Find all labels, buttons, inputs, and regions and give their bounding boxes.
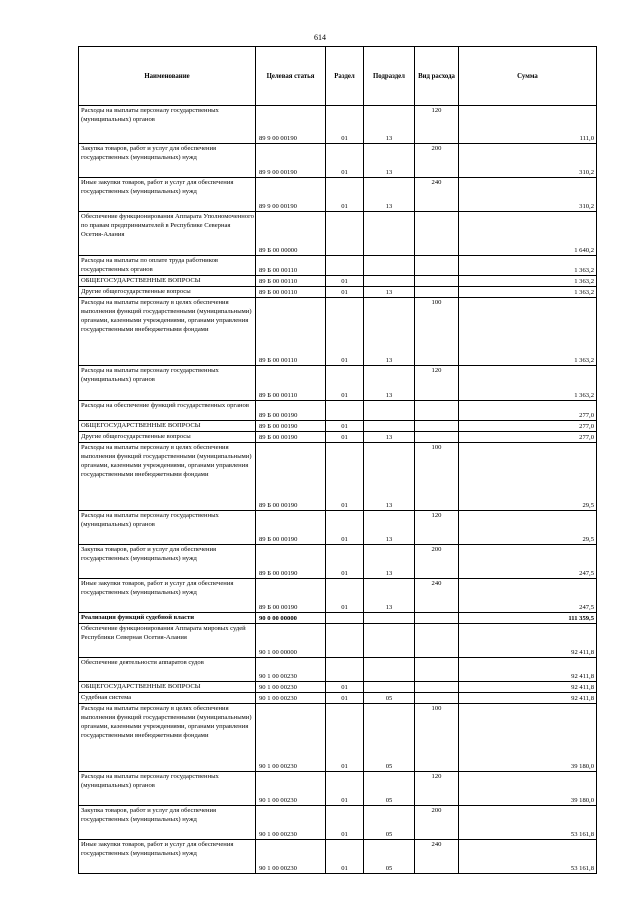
row-target-article: 89 Б 00 00190: [256, 545, 326, 579]
row-section: 01: [326, 579, 364, 613]
row-target-article: 90 1 00 00230: [256, 682, 326, 693]
row-target-article: 90 1 00 00230: [256, 772, 326, 806]
row-subsection: [364, 276, 415, 287]
row-amount: 1 363,2: [459, 276, 597, 287]
row-target-article: 89 Б 00 00190: [256, 421, 326, 432]
row-amount: 53 161,8: [459, 806, 597, 840]
row-subsection: 13: [364, 511, 415, 545]
row-target-article: 90 1 00 00000: [256, 624, 326, 658]
row-name: Расходы на выплаты персоналу государственных (муниципальных) органов: [79, 511, 256, 545]
row-expense-type: 240: [415, 579, 459, 613]
row-expense-type: [415, 432, 459, 443]
row-expense-type: 100: [415, 704, 459, 772]
row-section: [326, 256, 364, 276]
header-subsection: Подраздел: [364, 47, 415, 106]
row-expense-type: [415, 401, 459, 421]
row-expense-type: 100: [415, 443, 459, 511]
row-expense-type: [415, 658, 459, 682]
row-expense-type: 200: [415, 144, 459, 178]
header-amount: Сумма: [459, 47, 597, 106]
row-target-article: 89 9 00 00190: [256, 106, 326, 144]
row-target-article: 89 Б 00 00110: [256, 276, 326, 287]
row-expense-type: 240: [415, 840, 459, 874]
row-subsection: [364, 658, 415, 682]
row-subsection: [364, 613, 415, 624]
table-row: [79, 212, 597, 256]
row-section: 01: [326, 144, 364, 178]
row-subsection: 05: [364, 704, 415, 772]
row-name: Другие общегосударственные вопросы: [79, 287, 256, 298]
row-section: [326, 212, 364, 256]
table-row: [79, 704, 597, 772]
row-section: 01: [326, 511, 364, 545]
table-row: [79, 421, 597, 432]
row-subsection: 13: [364, 298, 415, 366]
row-section: 01: [326, 276, 364, 287]
row-amount: 39 180,0: [459, 772, 597, 806]
row-section: 01: [326, 106, 364, 144]
row-section: 01: [326, 545, 364, 579]
row-name: Закупка товаров, работ и услуг для обеспечения государственных (муниципальных) нужд: [79, 806, 256, 840]
row-subsection: 13: [364, 287, 415, 298]
row-target-article: 89 Б 00 00190: [256, 579, 326, 613]
row-expense-type: [415, 212, 459, 256]
row-expense-type: [415, 613, 459, 624]
row-section: 01: [326, 287, 364, 298]
row-amount: 247,5: [459, 579, 597, 613]
row-expense-type: 120: [415, 511, 459, 545]
row-section: 01: [326, 366, 364, 401]
row-expense-type: [415, 421, 459, 432]
row-name: Обеспечение функционирования Аппарата мировых судей Республики Северная Осетия-Алания: [79, 624, 256, 658]
row-section: 01: [326, 682, 364, 693]
row-subsection: 13: [364, 579, 415, 613]
row-target-article: 90 1 00 00230: [256, 704, 326, 772]
page-number: 614: [314, 33, 326, 42]
row-section: 01: [326, 298, 364, 366]
table-row: [79, 443, 597, 511]
row-amount: 39 180,0: [459, 704, 597, 772]
row-target-article: 89 Б 00 00190: [256, 401, 326, 421]
row-amount: 111,0: [459, 106, 597, 144]
row-section: 01: [326, 421, 364, 432]
row-amount: 277,0: [459, 421, 597, 432]
table-row: [79, 287, 597, 298]
row-target-article: 89 Б 00 00190: [256, 443, 326, 511]
row-section: 01: [326, 840, 364, 874]
row-expense-type: 100: [415, 298, 459, 366]
row-name: Расходы на выплаты персоналу государственных (муниципальных) органов: [79, 772, 256, 806]
row-name: ОБЩЕГОСУДАРСТВЕННЫЕ ВОПРОСЫ: [79, 276, 256, 287]
row-expense-type: 200: [415, 806, 459, 840]
row-target-article: 89 9 00 00190: [256, 178, 326, 212]
row-amount: 310,2: [459, 178, 597, 212]
row-target-article: 89 Б 00 00110: [256, 256, 326, 276]
row-subsection: 05: [364, 806, 415, 840]
header-section: Раздел: [326, 47, 364, 106]
row-expense-type: [415, 682, 459, 693]
table-row: [79, 106, 597, 144]
row-section: 01: [326, 772, 364, 806]
row-target-article: 89 Б 00 00190: [256, 432, 326, 443]
table-row: [79, 144, 597, 178]
row-amount: 1 363,2: [459, 256, 597, 276]
row-expense-type: [415, 624, 459, 658]
table-header-row: [79, 47, 597, 106]
table-row: [79, 613, 597, 624]
row-target-article: 89 Б 00 00110: [256, 366, 326, 401]
table-row: [79, 624, 597, 658]
budget-table: [78, 46, 597, 874]
row-subsection: 05: [364, 693, 415, 704]
row-name: Расходы на выплаты по оплате труда работников государственных органов: [79, 256, 256, 276]
row-target-article: 89 Б 00 00000: [256, 212, 326, 256]
row-amount: 92 411,8: [459, 658, 597, 682]
table-row: [79, 682, 597, 693]
row-name: ОБЩЕГОСУДАРСТВЕННЫЕ ВОПРОСЫ: [79, 682, 256, 693]
table-row: [79, 432, 597, 443]
row-expense-type: [415, 256, 459, 276]
row-section: 01: [326, 178, 364, 212]
row-name: ОБЩЕГОСУДАРСТВЕННЫЕ ВОПРОСЫ: [79, 421, 256, 432]
row-subsection: [364, 682, 415, 693]
row-name: Иные закупки товаров, работ и услуг для обеспечения государственных (муниципальных) нужд: [79, 178, 256, 212]
row-section: [326, 401, 364, 421]
row-name: Закупка товаров, работ и услуг для обеспечения государственных (муниципальных) нужд: [79, 144, 256, 178]
header-target-article: Целевая статья: [256, 47, 326, 106]
table-body: [79, 106, 597, 874]
row-name: Расходы на обеспечение функций государственных органов: [79, 401, 256, 421]
row-target-article: 90 0 00 00000: [256, 613, 326, 624]
row-amount: 92 411,8: [459, 682, 597, 693]
row-expense-type: 200: [415, 545, 459, 579]
table-row: [79, 658, 597, 682]
row-amount: 310,2: [459, 144, 597, 178]
row-amount: 1 363,2: [459, 287, 597, 298]
row-amount: 92 411,8: [459, 624, 597, 658]
row-name: Иные закупки товаров, работ и услуг для обеспечения государственных (муниципальных) нужд: [79, 840, 256, 874]
row-expense-type: 120: [415, 366, 459, 401]
row-subsection: 13: [364, 144, 415, 178]
row-subsection: 13: [364, 366, 415, 401]
row-name: Расходы на выплаты персоналу государственных (муниципальных) органов: [79, 366, 256, 401]
header-expense-type: Вид расхода: [415, 47, 459, 106]
row-name: Судебная система: [79, 693, 256, 704]
row-subsection: [364, 256, 415, 276]
row-subsection: 13: [364, 178, 415, 212]
row-amount: 111 359,5: [459, 613, 597, 624]
row-name: Реализация функций судебной власти: [79, 613, 256, 624]
row-target-article: 90 1 00 00230: [256, 806, 326, 840]
row-section: 01: [326, 806, 364, 840]
row-section: [326, 613, 364, 624]
table-row: [79, 511, 597, 545]
row-section: [326, 658, 364, 682]
row-amount: 29,5: [459, 443, 597, 511]
row-amount: 1 640,2: [459, 212, 597, 256]
row-subsection: [364, 421, 415, 432]
row-expense-type: [415, 693, 459, 704]
table-row: [79, 579, 597, 613]
row-expense-type: 240: [415, 178, 459, 212]
row-amount: 247,5: [459, 545, 597, 579]
row-amount: 53 161,8: [459, 840, 597, 874]
row-name: Расходы на выплаты персоналу в целях обеспечения выполнения функций государственными (муниципальными) органами, казенными учреждениями, органами управления государственными внебюджетными фондами: [79, 443, 256, 511]
row-name: Другие общегосударственные вопросы: [79, 432, 256, 443]
row-expense-type: [415, 276, 459, 287]
row-amount: 29,5: [459, 511, 597, 545]
row-name: Иные закупки товаров, работ и услуг для обеспечения государственных (муниципальных) нужд: [79, 579, 256, 613]
row-name: Закупка товаров, работ и услуг для обеспечения государственных (муниципальных) нужд: [79, 545, 256, 579]
row-expense-type: 120: [415, 106, 459, 144]
row-target-article: 89 Б 00 00190: [256, 511, 326, 545]
table-row: [79, 840, 597, 874]
row-name: Расходы на выплаты персоналу в целях обеспечения выполнения функций государственными (муниципальными) органами, казенными учреждениями, органами управления государственными внебюджетными фондами: [79, 298, 256, 366]
table-row: [79, 276, 597, 287]
row-section: 01: [326, 443, 364, 511]
row-target-article: 90 1 00 00230: [256, 693, 326, 704]
row-target-article: 89 Б 00 00110: [256, 298, 326, 366]
table-row: [79, 401, 597, 421]
row-amount: 277,0: [459, 432, 597, 443]
row-name: Обеспечение функционирования Аппарата Уполномоченного по правам предпринимателей в Республике Северная Осетия-Алания: [79, 212, 256, 256]
row-section: 01: [326, 704, 364, 772]
row-name: Расходы на выплаты персоналу государственных (муниципальных) органов: [79, 106, 256, 144]
row-name: Расходы на выплаты персоналу в целях обеспечения выполнения функций государственными (муниципальными) органами, казенными учреждениями, органами управления государственными внебюджетными фондами: [79, 704, 256, 772]
row-expense-type: 120: [415, 772, 459, 806]
row-subsection: 13: [364, 432, 415, 443]
row-subsection: [364, 624, 415, 658]
row-subsection: [364, 212, 415, 256]
row-amount: 1 363,2: [459, 366, 597, 401]
row-amount: 1 363,2: [459, 298, 597, 366]
row-name: Обеспечение деятельности аппаратов судов: [79, 658, 256, 682]
row-subsection: 13: [364, 106, 415, 144]
row-subsection: [364, 401, 415, 421]
row-subsection: 13: [364, 443, 415, 511]
table-row: [79, 256, 597, 276]
row-target-article: 89 Б 00 00110: [256, 287, 326, 298]
table-row: [79, 298, 597, 366]
row-section: 01: [326, 432, 364, 443]
row-amount: 277,0: [459, 401, 597, 421]
row-subsection: 05: [364, 772, 415, 806]
row-subsection: 05: [364, 840, 415, 874]
header-name: Наименование: [79, 47, 256, 106]
row-target-article: 90 1 00 00230: [256, 658, 326, 682]
row-subsection: 13: [364, 545, 415, 579]
row-target-article: 89 9 00 00190: [256, 144, 326, 178]
table-row: [79, 545, 597, 579]
row-target-article: 90 1 00 00230: [256, 840, 326, 874]
row-amount: 92 411,8: [459, 693, 597, 704]
row-section: [326, 624, 364, 658]
table-row: [79, 772, 597, 806]
table-row: [79, 806, 597, 840]
row-section: 01: [326, 693, 364, 704]
table-row: [79, 366, 597, 401]
row-expense-type: [415, 287, 459, 298]
table-row: [79, 178, 597, 212]
table-row: [79, 693, 597, 704]
